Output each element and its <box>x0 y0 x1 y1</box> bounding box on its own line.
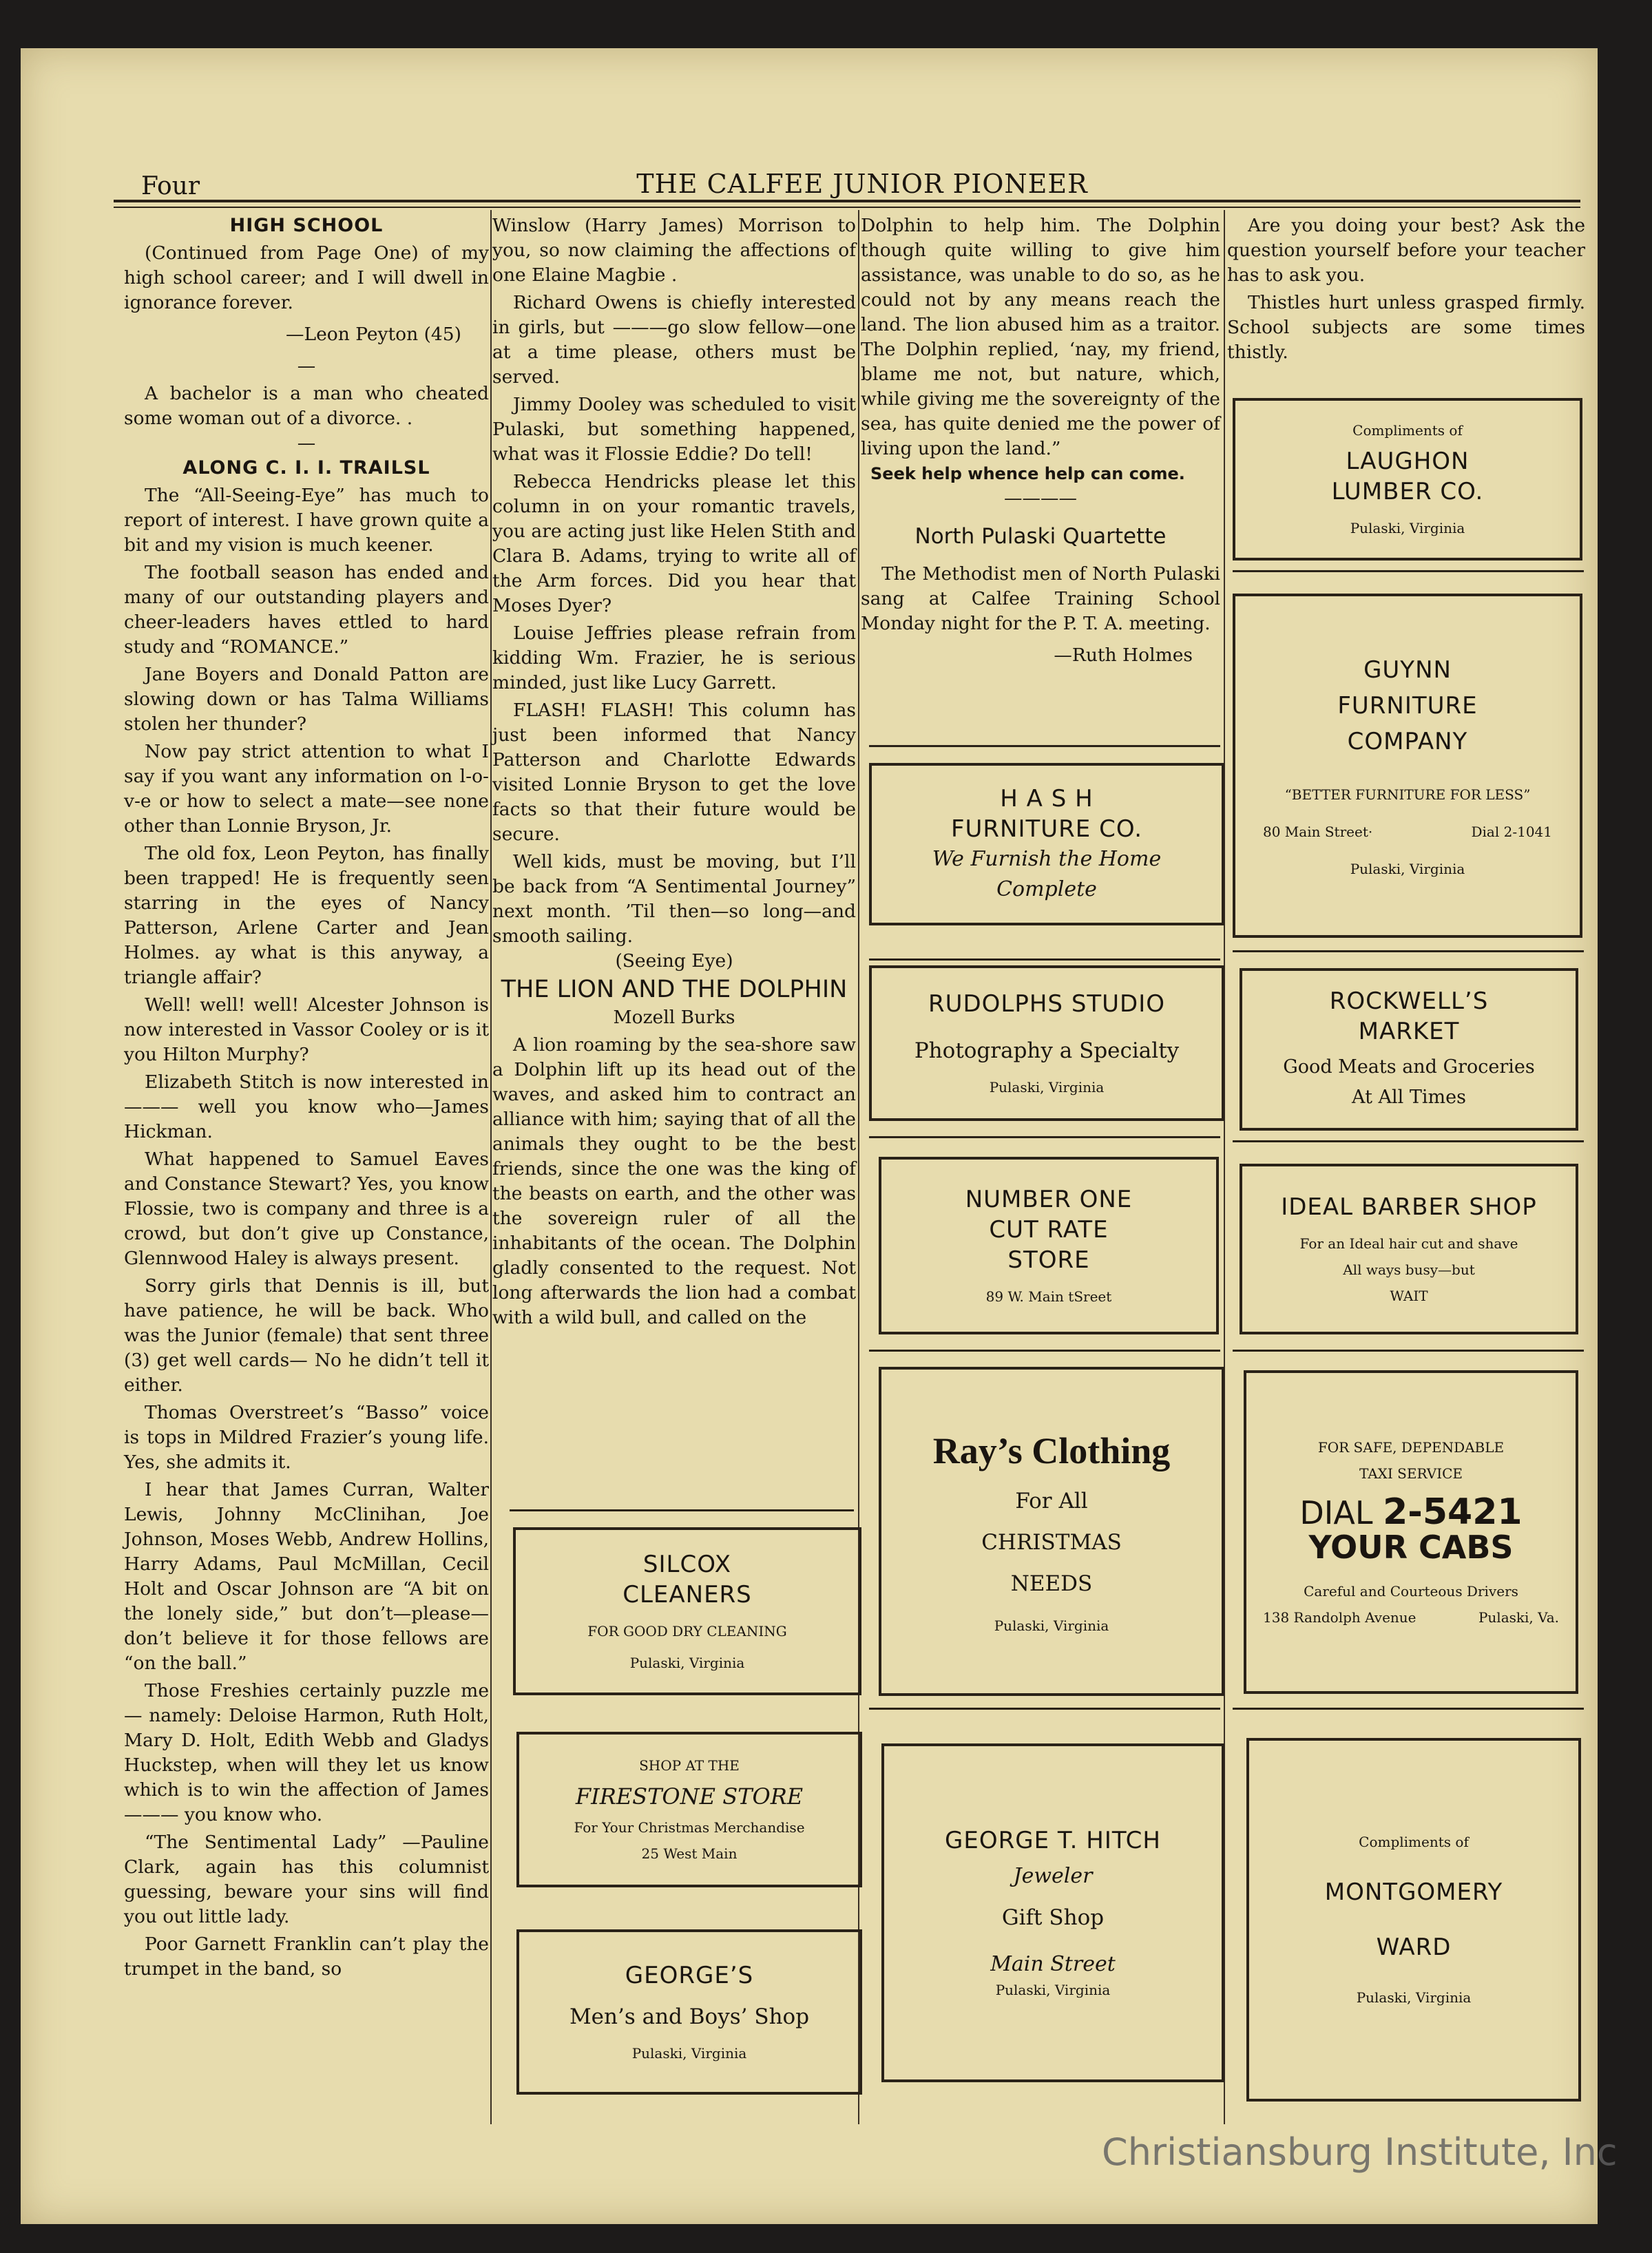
ad-phone: Dial 2-1041 <box>1471 824 1552 840</box>
ad-name: GEORGE T. HITCH <box>945 1827 1161 1854</box>
paragraph: Well kids, must be moving, but I’ll be back from “A Sentimental Journey” next month. ’Til then—so long—and smooth sailing. <box>492 851 856 947</box>
ad-address: Main Street <box>990 1952 1116 1976</box>
ad-name: MARKET <box>1358 1018 1460 1045</box>
ad-address: 89 W. Main tSreet <box>985 1288 1112 1305</box>
ad-address: 25 West Main <box>641 1845 738 1862</box>
ad-address: 138 Randolph Avenue <box>1263 1608 1416 1626</box>
ad-city: Pulaski, Virginia <box>995 1982 1111 1998</box>
ad-name: YOUR CABS <box>1308 1528 1514 1566</box>
ad-firestone-store <box>516 1732 862 1887</box>
ad-rudolphs-studio <box>869 965 1224 1121</box>
paragraph: Now pay strict attention to what I say if you want any information on l-o-v-e or how to select a mate—see none other than Lonnie Bryson, Jr. <box>124 741 489 837</box>
separator: — <box>297 355 316 377</box>
paragraph: The old fox, Leon Peyton, has finally been trapped! He is frequently seen starring in the eyes of Nancy Patterson, Arlene Carter and Jean Holmes. ay what is this anyway, a triangle affair? <box>124 843 489 988</box>
header-rule <box>114 200 1580 202</box>
ad-text: Compliments of <box>1352 422 1463 439</box>
paragraph: Winslow (Harry James) Morrison to you, so now claiming the affections of one Elaine Magbie . <box>492 215 856 286</box>
ad-text: CHRISTMAS <box>981 1530 1122 1555</box>
ad-address: 80 Main Street· <box>1263 824 1373 840</box>
ad-phone <box>1299 1491 1523 1533</box>
paragraph: A bachelor is a man who cheated some woman out of a divorce. . <box>124 383 489 429</box>
section-rule <box>869 958 1220 961</box>
newspaper-title: THE CALFEE JUNIOR PIONEER <box>636 169 1088 199</box>
ad-text: Photography a Specialty <box>914 1038 1180 1063</box>
paragraph: The “All-Seeing-Eye” has much to report of interest. I have grown quite a bit and my vision is much keener. <box>124 485 489 556</box>
paragraph: Thistles hurt unless grasped firmly. School subjects are some times thistly. <box>1227 292 1585 363</box>
ad-taxi-service <box>1244 1370 1578 1694</box>
ad-name: Ray’s Clothing <box>932 1430 1171 1471</box>
moral-line: Seek help whence help can come. <box>870 464 1185 483</box>
section-heading: HIGH SCHOOL <box>229 215 384 236</box>
ad-name: H A S H <box>1000 785 1094 813</box>
ad-text: WAIT <box>1390 1288 1428 1304</box>
paragraph: Poor Garnett Franklin can’t play the trumpet in the band, so <box>124 1934 489 1980</box>
byline: —Ruth Holmes <box>1054 645 1193 666</box>
ad-text: For All <box>1015 1489 1088 1513</box>
section-rule <box>1233 1708 1584 1710</box>
ad-name: RUDOLPHS STUDIO <box>928 990 1166 1018</box>
paragraph: Dolphin to help him. The Dolphin though quite willing to give him assistance, was unable to do so, as he could not by any means reach the land. The lion abused him as a traitor. The Dolphin replied, ‘nay, my friend, blame me not, but nature, which, while giving me the sovereignty of the sea, has quite denied me the power of living upon the land.” <box>861 215 1220 459</box>
column-2 <box>492 213 856 1330</box>
header-rule-thin <box>114 207 1580 208</box>
ad-city: Pulaski, Virginia <box>629 1655 745 1671</box>
paragraph: Richard Owens is chiefly interested in girls, but ———go slow fellow—one at a time please, others must be served. <box>492 292 856 388</box>
separator: Mozell Burks <box>613 1007 735 1028</box>
ad-name: LUMBER CO. <box>1331 478 1484 505</box>
paragraph: Are you doing your best? Ask the question yourself before your teacher has to ask you. <box>1227 215 1585 286</box>
paragraph: Jimmy Dooley was scheduled to visit Pulaski, but something happened, what was it Flossie Eddie? Do tell! <box>492 394 856 465</box>
ad-contact-row <box>1263 821 1552 842</box>
paragraph: Those Freshies certainly puzzle me — namely: Deloise Harmon, Ruth Holt, Mary D. Holt, Edith Webb and Gladys Huckstep, when will they let us know which is to win the affection of James ——— you know who. <box>124 1680 489 1825</box>
watermark: Christiansburg Institute, Inc <box>1102 2130 1618 2174</box>
section-rule <box>1233 570 1584 572</box>
ad-city: Pulaski, Virginia <box>1350 520 1465 536</box>
page-number: Four <box>141 172 200 200</box>
ad-text: SHOP AT THE <box>639 1757 740 1774</box>
paragraph: A lion roaming by the sea-shore saw a Dolphin lift up its head out of the waves, and asked him to contract an alliance with him; saying that of all the animals they ought to be the best friends, since the one was the king of the beasts on earth, and the other was the sovereign ruler of all the inhabitants of the ocean. The Dolphin gladly consented to the request. Not long afterwards the lion had a combat with a wild bull, and called on the <box>492 1034 856 1328</box>
paragraph: Elizabeth Stitch is now interested in ——— well you know who—James Hickman. <box>124 1071 489 1142</box>
column-1 <box>124 213 489 1982</box>
ad-george-t-hitch <box>881 1743 1224 2082</box>
ad-name: ROCKWELL’S <box>1329 987 1489 1015</box>
ad-text: TAXI SERVICE <box>1359 1465 1463 1482</box>
ad-name: FURNITURE <box>1337 692 1478 720</box>
ad-city: Pulaski, Virginia <box>994 1617 1109 1634</box>
ad-silcox-cleaners <box>513 1527 861 1695</box>
section-rule <box>1233 1350 1584 1352</box>
separator: ———— <box>1004 488 1077 509</box>
ad-contact-row <box>1263 1607 1559 1628</box>
story-title: THE LION AND THE DOLPHIN <box>501 976 848 1003</box>
paragraph: (Continued from Page One) of my high school career; and I will dwell in ignorance forever. <box>124 242 489 313</box>
ad-text: FOR GOOD DRY CLEANING <box>587 1623 787 1639</box>
ad-name: NUMBER ONE <box>965 1186 1133 1213</box>
ad-text: Good Meats and Groceries <box>1283 1056 1535 1078</box>
ad-montgomery-ward <box>1246 1738 1581 2102</box>
ad-text: NEEDS <box>1010 1571 1093 1596</box>
ad-rays-clothing <box>879 1367 1224 1696</box>
ad-text: Careful and Courteous Drivers <box>1304 1582 1518 1600</box>
story-title: North Pulaski Quartette <box>914 524 1167 549</box>
paragraph: Well! well! well! Alcester Johnson is now interested in Vassor Cooley or is it you Hilton Murphy? <box>124 994 489 1065</box>
ad-city: Pulaski, Va. <box>1478 1608 1559 1626</box>
section-rule <box>869 1708 1220 1710</box>
paragraph: Thomas Overstreet’s “Basso” voice is tops in Mildred Frazier’s young life. Yes, she admits it. <box>124 1402 489 1473</box>
paragraph: The Methodist men of North Pulaski sang at Calfee Training School Monday night for the P. T. A. meeting. <box>861 563 1220 634</box>
separator: — <box>297 432 316 454</box>
dial-label: DIAL <box>1299 1494 1373 1531</box>
ad-name: SILCOX <box>642 1551 732 1578</box>
column-4 <box>1227 213 1585 365</box>
ad-name: GUYNN <box>1363 656 1452 684</box>
ad-name: CLEANERS <box>623 1581 752 1608</box>
ad-name: LAUGHON <box>1346 448 1470 475</box>
ad-name: IDEAL BARBER SHOP <box>1281 1193 1537 1221</box>
paragraph: I hear that James Curran, Walter Lewis, Johnny McClinihan, Joe Johnson, Moses Webb, Andrew Hollins, Harry Adams, Paul McMillan, Cecil Holt and Oscar Johnson are “A bit on the lonely side,” but don’t—please—don’t believe it for those fellows are “on the ball.” <box>124 1479 489 1674</box>
ad-text: FOR SAFE, DEPENDABLE <box>1317 1438 1505 1456</box>
masthead <box>141 120 1583 200</box>
ad-text: Compliments of <box>1359 1834 1469 1850</box>
section-rule <box>510 1509 854 1511</box>
column-3 <box>861 213 1220 675</box>
paragraph: FLASH! FLASH! This column has just been informed that Nancy Patterson and Charlotte Edwards visited Lonnie Bryson to get the love facts so that their future would be secure. <box>492 700 856 845</box>
ad-text: Men’s and Boys’ Shop <box>569 2004 810 2029</box>
ad-number-one-cut-rate <box>879 1157 1219 1334</box>
section-rule <box>869 1350 1220 1352</box>
ad-city: Pulaski, Virginia <box>631 2045 747 2062</box>
ad-ideal-barber-shop <box>1240 1164 1578 1334</box>
ad-city: Pulaski, Virginia <box>989 1079 1105 1096</box>
ad-guynn-furniture <box>1233 594 1582 938</box>
ad-text: All ways busy—but <box>1343 1261 1475 1278</box>
separator: (Seeing Eye) <box>615 950 733 972</box>
section-rule <box>869 745 1220 747</box>
ad-city: Pulaski, Virginia <box>1350 861 1465 877</box>
ad-name: FURNITURE CO. <box>950 815 1143 843</box>
paragraph: “The Sentimental Lady” —Pauline Clark, again has this columnist guessing, beware your sins will find you out little lady. <box>124 1832 489 1927</box>
ad-slogan: Complete <box>996 877 1097 901</box>
ad-georges-shop <box>516 1929 862 2095</box>
ad-slogan: We Furnish the Home <box>932 847 1162 871</box>
dial-number: 2-5421 <box>1383 1491 1523 1533</box>
ad-text: Gift Shop <box>1001 1905 1105 1930</box>
ad-text: Jeweler <box>1013 1864 1093 1888</box>
paragraph: Sorry girls that Dennis is ill, but have patience, he will be back. Who was the Junior (female) that sent three (3) get well cards— No he didn’t tell it either. <box>124 1275 489 1396</box>
section-rule <box>869 1136 1220 1138</box>
ad-rockwells-market <box>1240 968 1578 1131</box>
section-rule <box>1233 950 1584 952</box>
ad-name: GEORGE’S <box>625 1962 754 1989</box>
ad-hash-furniture <box>869 763 1224 925</box>
paragraph: Jane Boyers and Donald Patton are slowing down or has Talma Williams stolen her thunder? <box>124 664 489 735</box>
ad-laughon-lumber <box>1233 398 1582 560</box>
paragraph: The football season has ended and many of our outstanding players and cheer-leaders haves ettled to hard study and “ROMANCE.” <box>124 562 489 658</box>
ad-name: STORE <box>1007 1246 1090 1274</box>
ad-text: For Your Christmas Merchandise <box>574 1819 805 1836</box>
ad-name: MONTGOMERY <box>1324 1878 1503 1906</box>
section-heading: ALONG C. I. I. TRAILSL <box>182 457 430 479</box>
column-divider <box>490 210 492 2124</box>
ad-slogan: “BETTER FURNITURE FOR LESS” <box>1284 786 1531 803</box>
paragraph: What happened to Samuel Eaves and Constance Stewart? Yes, you know Flossie, two is company and three is a crowd, but don’t give up Constance, Glennwood Haley is always present. <box>124 1149 489 1269</box>
ad-name: WARD <box>1376 1934 1452 1961</box>
ad-text: For an Ideal hair cut and shave <box>1299 1235 1518 1252</box>
ad-name: COMPANY <box>1347 728 1468 755</box>
ad-text: At All Times <box>1352 1087 1466 1108</box>
section-rule <box>1233 1140 1584 1142</box>
paragraph: Rebecca Hendricks please let this column in on your romantic travels, you are acting just like Helen Stith and Clara B. Adams, trying to write all of the Arm forces. Did you hear that Moses Dyer? <box>492 471 856 616</box>
ad-city: Pulaski, Virginia <box>1356 1989 1472 2006</box>
paragraph: Louise Jeffries please refrain from kidding Wm. Frazier, he is serious minded, just like Lucy Garrett. <box>492 622 856 693</box>
ad-name: FIRESTONE STORE <box>575 1783 804 1810</box>
byline: —Leon Peyton (45) <box>285 324 461 345</box>
ad-name: CUT RATE <box>989 1216 1109 1244</box>
